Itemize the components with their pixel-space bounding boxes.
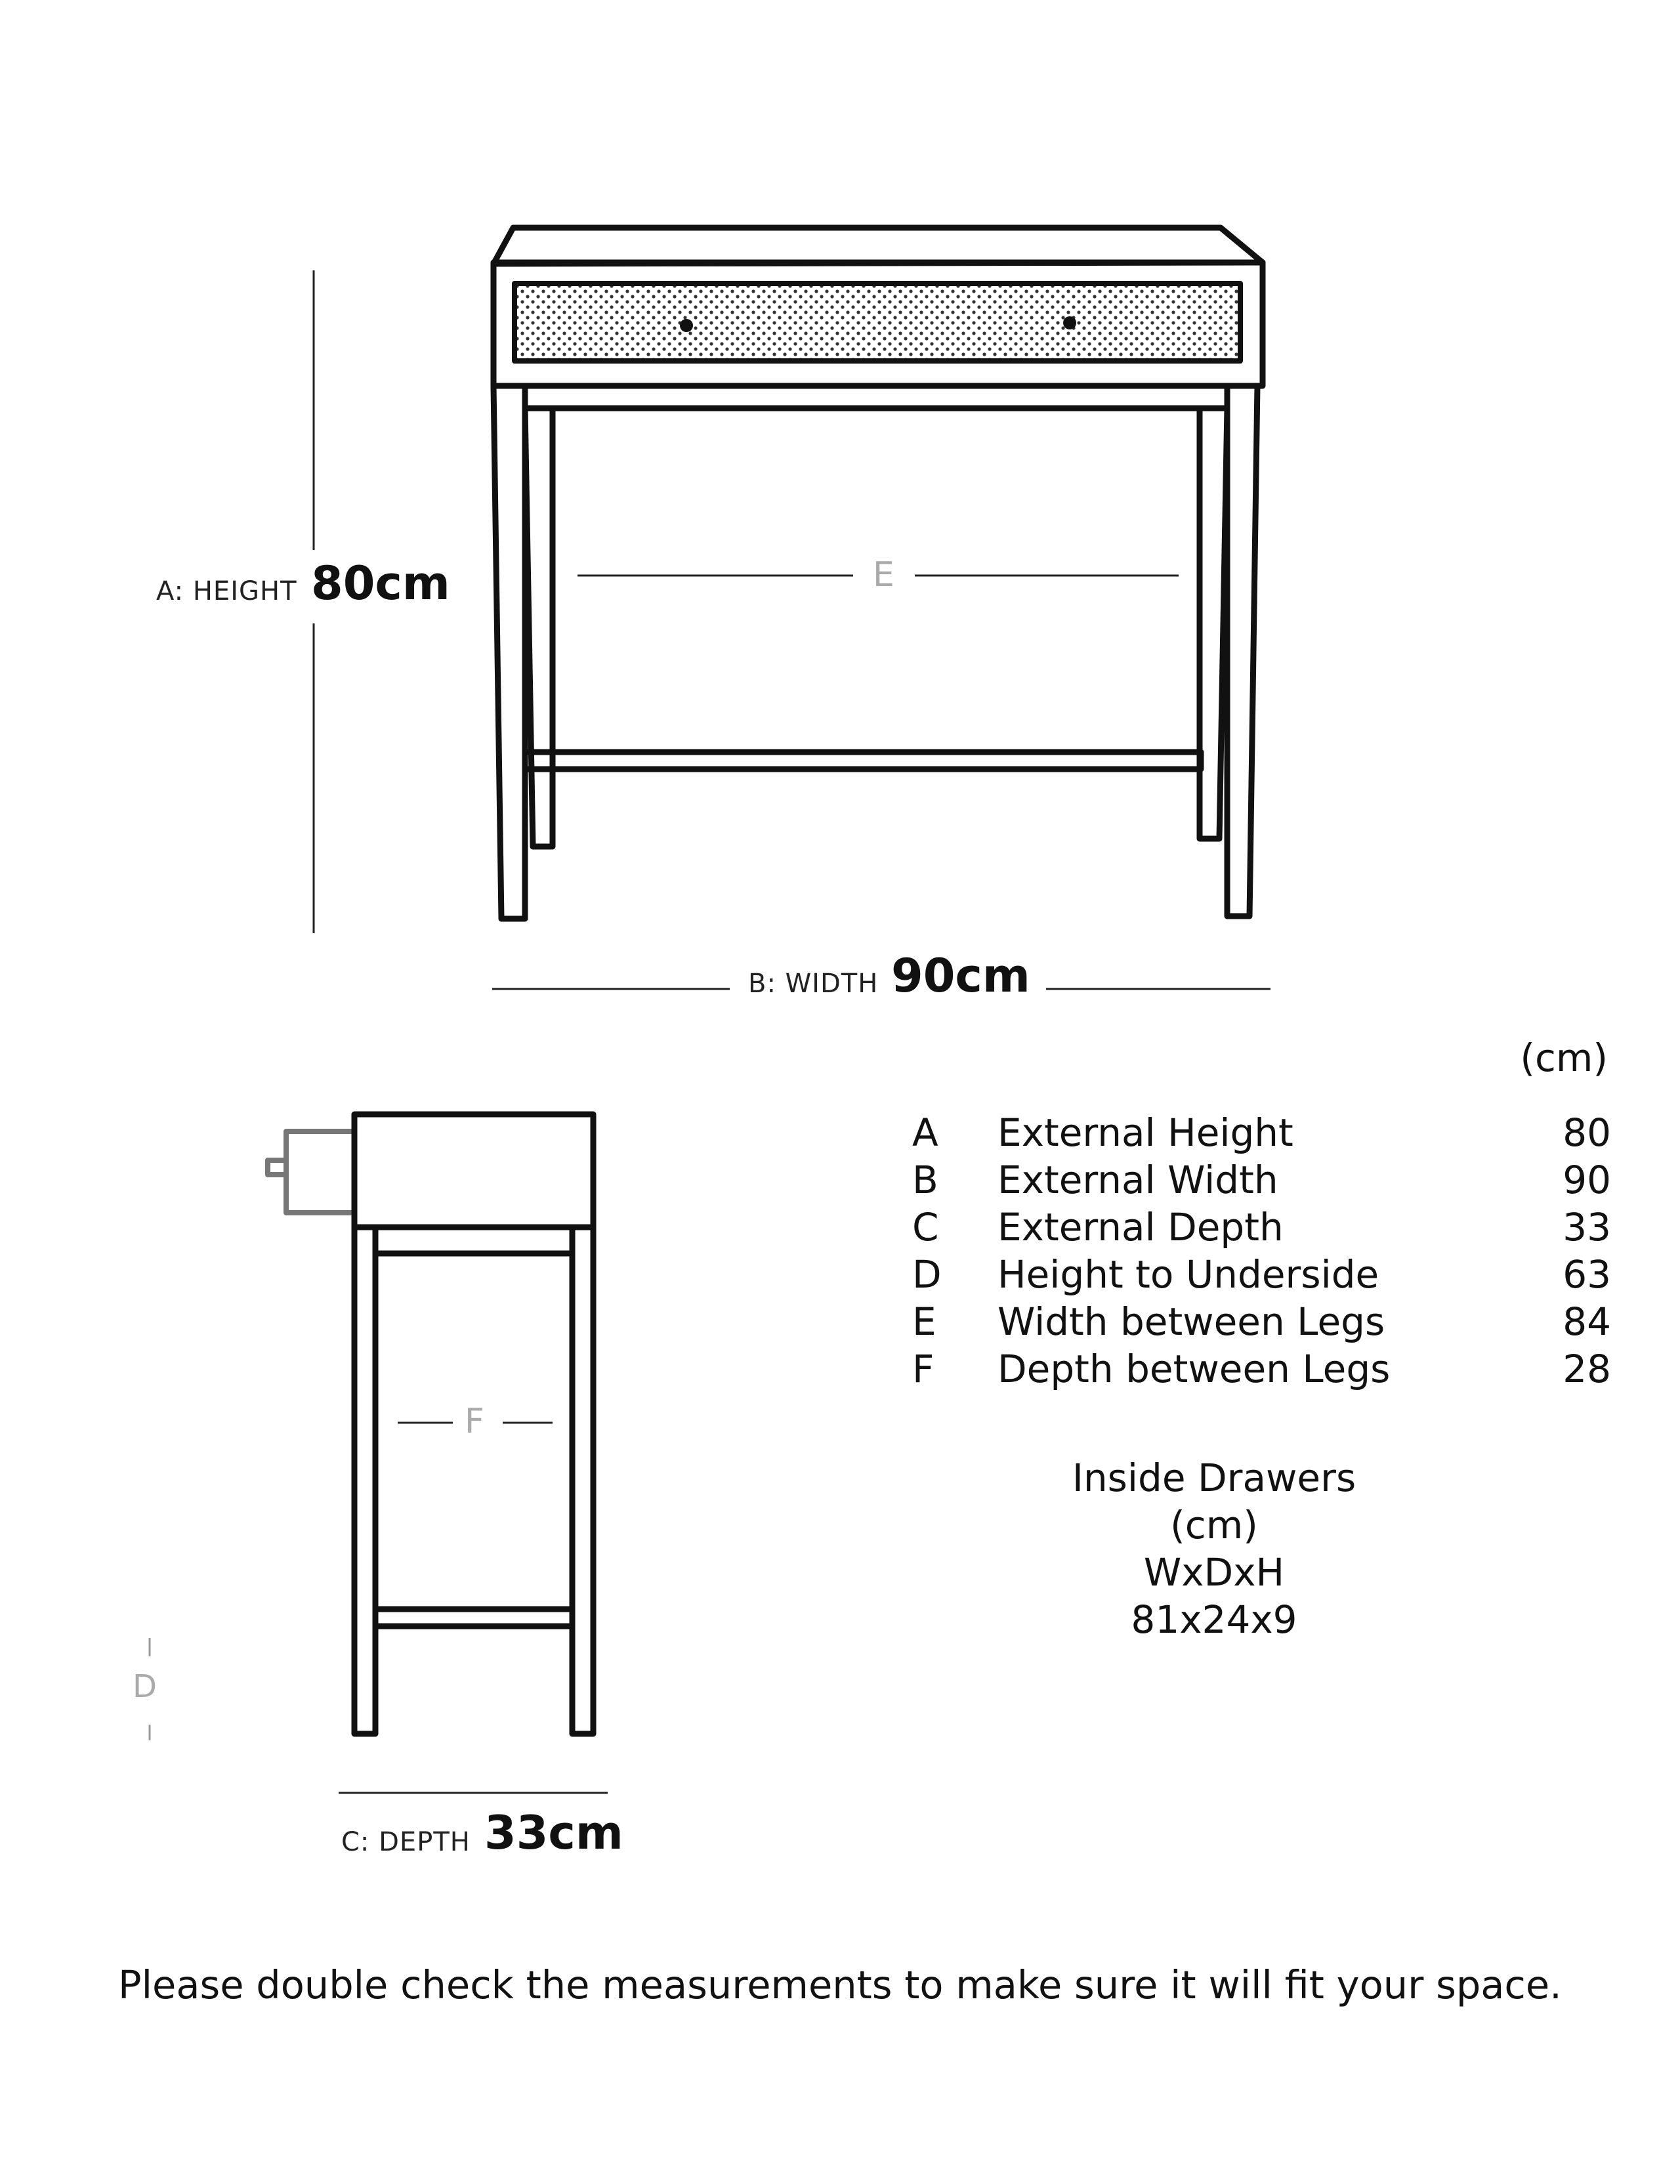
- spec-name: Height to Underside: [998, 1252, 1379, 1297]
- side-bottom-stretcher: [375, 1609, 572, 1626]
- spec-value: 90: [1563, 1158, 1611, 1202]
- spec-value: 80: [1563, 1110, 1611, 1155]
- spec-row: [912, 1204, 1611, 1251]
- front-leg-back-left: [525, 408, 553, 847]
- width-label: B: WIDTH: [748, 969, 879, 999]
- height-value: 80cm: [311, 556, 450, 610]
- footer-note: Please double check the measurements to make sure it will fit your space.: [118, 1962, 1562, 2007]
- spec-name: External Width: [998, 1158, 1278, 1202]
- spec-name: External Height: [998, 1110, 1293, 1155]
- spec-row: [912, 1345, 1611, 1393]
- spec-name: Depth between Legs: [998, 1347, 1391, 1391]
- side-leg-front: [354, 1227, 375, 1734]
- drawers-title: Inside Drawers (cm): [1072, 1456, 1356, 1547]
- front-drawer-knob-right: [1063, 316, 1076, 329]
- f-label: F: [465, 1402, 484, 1441]
- spec-name: Width between Legs: [998, 1299, 1385, 1344]
- unit-header: (cm): [1520, 1036, 1608, 1080]
- spec-row: [912, 1298, 1611, 1345]
- front-top-surface: [494, 228, 1263, 264]
- drawers-dims: 81x24x9: [1131, 1597, 1297, 1642]
- spec-row: [912, 1156, 1611, 1204]
- front-leg-back-right: [1200, 408, 1227, 839]
- spec-letter: F: [912, 1347, 934, 1391]
- front-leg-right: [1227, 386, 1257, 916]
- e-label: E: [873, 555, 894, 595]
- spec-letter: E: [912, 1299, 936, 1344]
- drawers-format: WxDxH: [1143, 1550, 1285, 1595]
- spec-name: External Depth: [998, 1205, 1284, 1250]
- front-bottom-stretcher: [525, 752, 1201, 769]
- spec-letter: D: [912, 1252, 942, 1297]
- front-drawer-knob-left: [680, 319, 693, 332]
- spec-letter: B: [912, 1158, 938, 1202]
- depth-label: C: DEPTH: [341, 1827, 471, 1857]
- spec-value: 84: [1563, 1299, 1611, 1344]
- side-drawer-front: [286, 1131, 354, 1213]
- height-label: A: HEIGHT: [156, 576, 297, 606]
- width-value: 90cm: [891, 949, 1030, 1003]
- depth-value: 33cm: [484, 1806, 623, 1860]
- spec-value: 33: [1563, 1205, 1611, 1250]
- side-top-stretcher: [375, 1227, 572, 1253]
- d-label: D: [133, 1668, 157, 1705]
- front-top-stretcher: [525, 386, 1227, 408]
- side-apron: [354, 1114, 593, 1227]
- front-drawer-cane-panel: [514, 284, 1240, 361]
- side-leg-back: [572, 1227, 593, 1734]
- spec-table: [912, 1109, 1611, 1393]
- front-leg-left: [494, 386, 525, 919]
- inside-drawers-block: [1024, 1454, 1404, 1643]
- spec-value: 63: [1563, 1252, 1611, 1297]
- spec-row: [912, 1251, 1611, 1298]
- spec-value: 28: [1563, 1347, 1611, 1391]
- side-drawer-knob: [268, 1160, 286, 1175]
- side-view-console: [268, 1114, 593, 1734]
- spec-letter: A: [912, 1110, 938, 1155]
- spec-letter: C: [912, 1205, 939, 1250]
- spec-row: [912, 1109, 1611, 1156]
